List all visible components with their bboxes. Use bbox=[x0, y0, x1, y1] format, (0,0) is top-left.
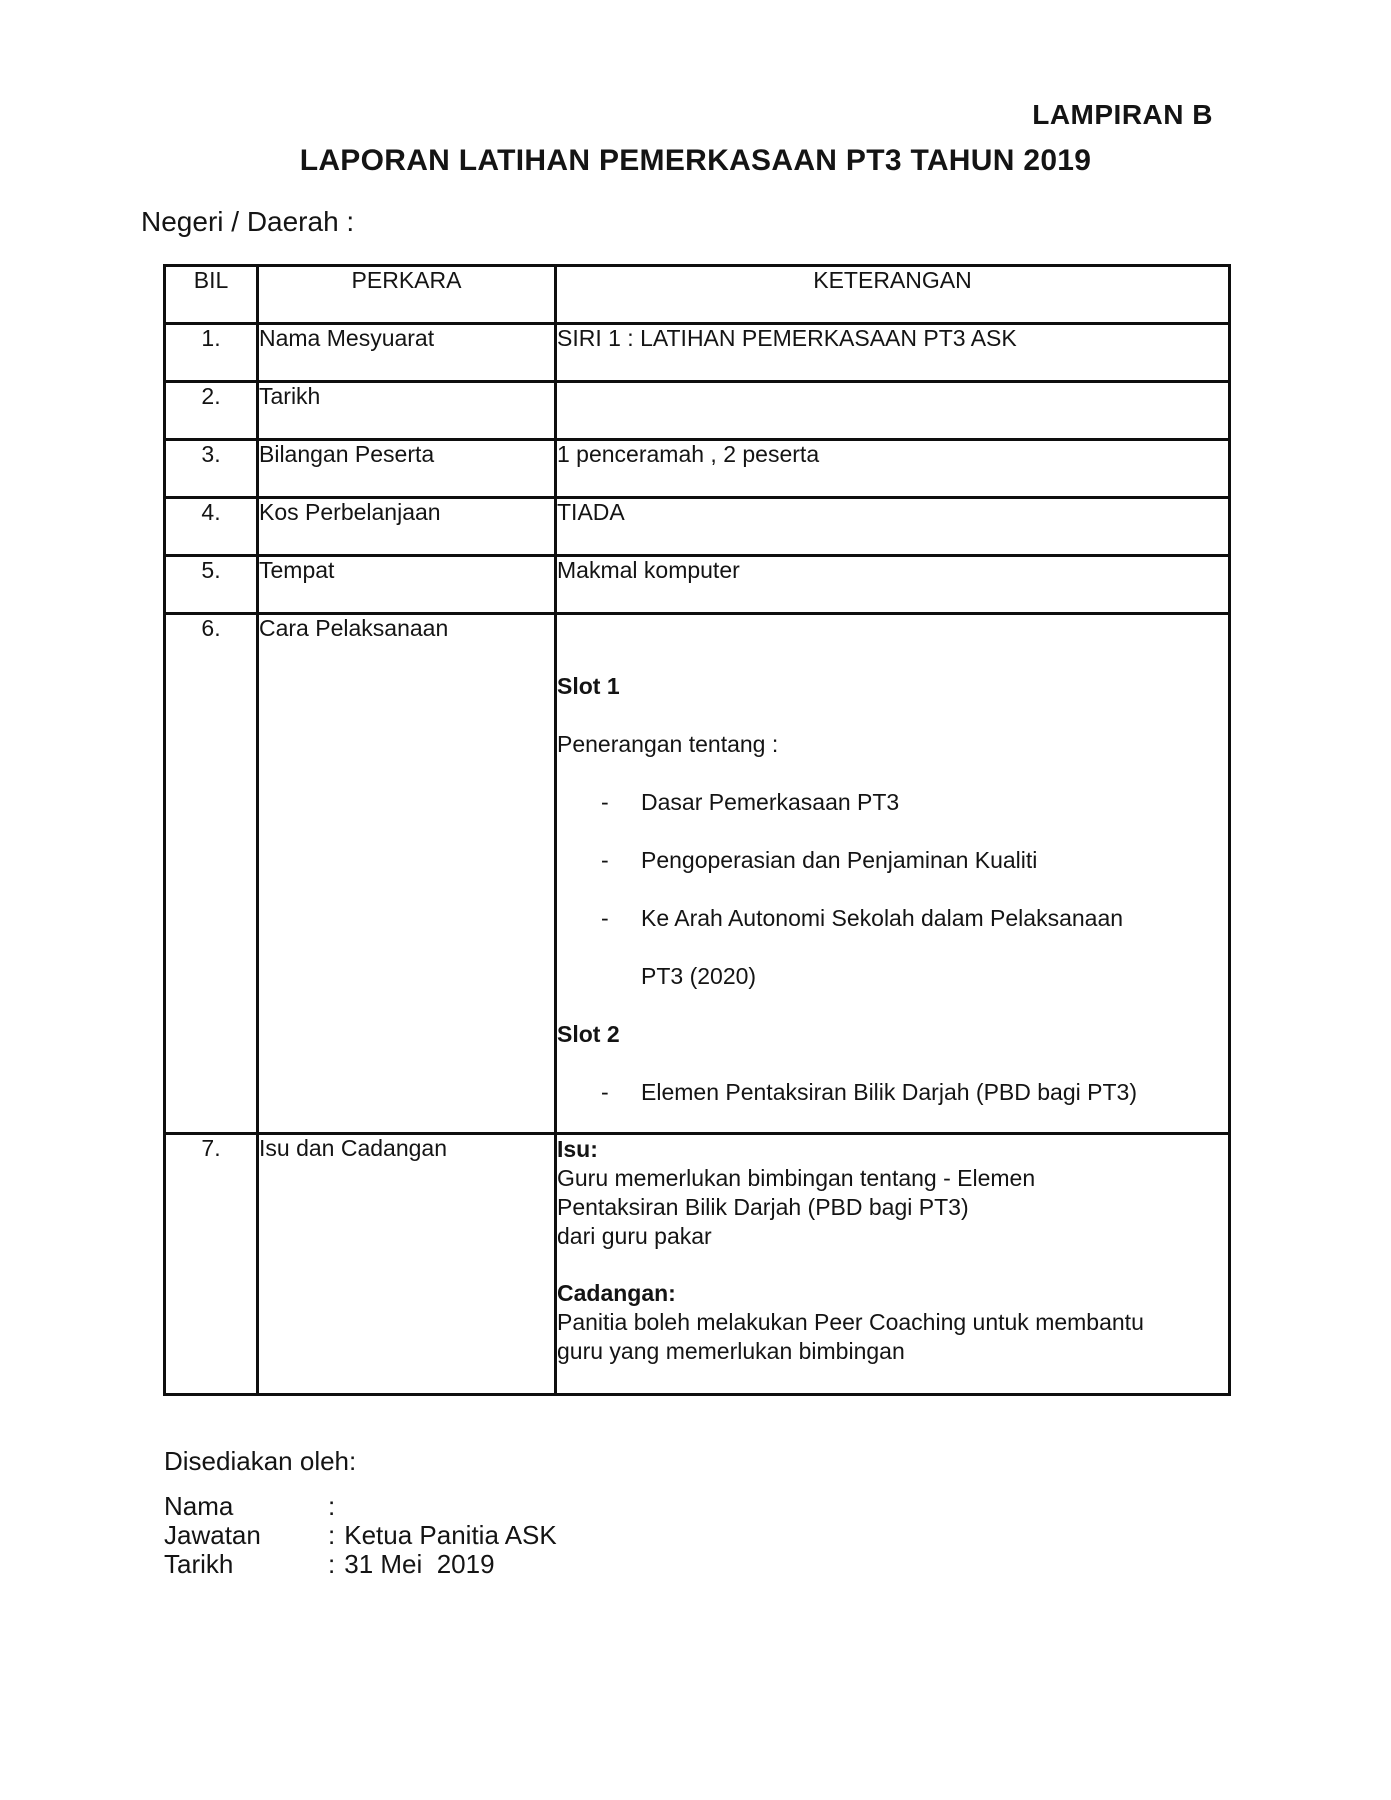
bullet-text: Dasar Pemerkasaan PT3 bbox=[641, 789, 900, 815]
col-header-bil: BIL bbox=[165, 266, 258, 324]
bil-cell: 3. bbox=[165, 440, 258, 498]
keterangan-cell: SIRI 1 : LATIHAN PEMERKASAAN PT3 ASK bbox=[556, 324, 1230, 382]
bullet-item bbox=[557, 1063, 1228, 1121]
lampiran-label: LAMPIRAN B bbox=[1032, 99, 1213, 130]
keterangan-cell bbox=[556, 614, 1230, 1134]
table-row bbox=[165, 498, 1230, 556]
keterangan-cell: TIADA bbox=[556, 498, 1230, 556]
keterangan-cell bbox=[556, 382, 1230, 440]
cadangan-line: Panitia boleh melakukan Peer Coaching untuk membantu bbox=[557, 1309, 1144, 1335]
bullet-dash: - bbox=[601, 905, 609, 931]
bullet-dash: - bbox=[601, 789, 609, 815]
bullet-text: Ke Arah Autonomi Sekolah dalam Pelaksanaan bbox=[641, 905, 1124, 931]
bullet-continuation: PT3 (2020) bbox=[641, 963, 757, 989]
page-title: LAPORAN LATIHAN PEMERKASAAN PT3 TAHUN 2019 bbox=[299, 144, 1092, 177]
field-row-tarikh bbox=[164, 1550, 557, 1579]
keterangan-cell: Makmal komputer bbox=[556, 556, 1230, 614]
spacer bbox=[557, 1251, 1228, 1279]
col-header-perkara: PERKARA bbox=[258, 266, 556, 324]
perkara-cell: Tarikh bbox=[258, 382, 556, 440]
slot-heading: Slot 2 bbox=[557, 1021, 620, 1047]
cadangan-line: guru yang memerlukan bimbingan bbox=[557, 1338, 905, 1364]
bullet-item bbox=[557, 831, 1228, 889]
bullet-text: Pengoperasian dan Penjaminan Kualiti bbox=[641, 847, 1038, 873]
prepared-by-label: Disediakan oleh: bbox=[164, 1446, 357, 1476]
bil-cell: 2. bbox=[165, 382, 258, 440]
table-row bbox=[165, 324, 1230, 382]
slot-heading: Slot 1 bbox=[557, 673, 620, 699]
bil-cell: 4. bbox=[165, 498, 258, 556]
bil-cell: 7. bbox=[165, 1134, 258, 1395]
isu-line: Pentaksiran Bilik Darjah (PBD bagi PT3) bbox=[557, 1194, 969, 1220]
perkara-cell: Tempat bbox=[258, 556, 556, 614]
table-row-isu-cadangan bbox=[165, 1134, 1230, 1395]
bullet-text: Elemen Pentaksiran Bilik Darjah (PBD bagi PT3) bbox=[641, 1079, 1137, 1105]
table-row bbox=[165, 382, 1230, 440]
spacer bbox=[557, 615, 1228, 657]
perkara-cell: Bilangan Peserta bbox=[258, 440, 556, 498]
isu-line: dari guru pakar bbox=[557, 1223, 712, 1249]
report-table bbox=[163, 264, 1231, 1396]
table-row-cara-pelaksanaan bbox=[165, 614, 1230, 1134]
bullet-dash: - bbox=[601, 1079, 609, 1105]
bullet-item bbox=[557, 773, 1228, 831]
bil-cell: 6. bbox=[165, 614, 258, 1134]
field-colon: : bbox=[328, 1491, 336, 1521]
keterangan-cell bbox=[556, 1134, 1230, 1395]
perkara-cell: Isu dan Cadangan bbox=[258, 1134, 556, 1395]
field-value: 31 Mei 2019 bbox=[344, 1549, 495, 1579]
slot-intro: Penerangan tentang : bbox=[557, 731, 779, 757]
bil-cell: 1. bbox=[165, 324, 258, 382]
keterangan-cell: 1 penceramah , 2 peserta bbox=[556, 440, 1230, 498]
perkara-cell: Cara Pelaksanaan bbox=[258, 614, 556, 1134]
perkara-cell: Nama Mesyuarat bbox=[258, 324, 556, 382]
cadangan-heading: Cadangan: bbox=[557, 1280, 676, 1306]
field-value: Ketua Panitia ASK bbox=[344, 1520, 557, 1550]
table-header-row bbox=[165, 266, 1230, 324]
bullet-item bbox=[557, 889, 1228, 947]
field-label: Tarikh bbox=[164, 1549, 234, 1579]
field-label: Nama bbox=[164, 1491, 234, 1521]
field-colon: : bbox=[328, 1520, 336, 1550]
perkara-cell: Kos Perbelanjaan bbox=[258, 498, 556, 556]
bullet-dash: - bbox=[601, 847, 609, 873]
field-colon: : bbox=[328, 1549, 336, 1579]
field-row-jawatan bbox=[164, 1521, 557, 1550]
isu-line: Guru memerlukan bimbingan tentang - Elemen bbox=[557, 1165, 1036, 1191]
field-row-nama bbox=[164, 1492, 557, 1521]
signature-fields bbox=[164, 1492, 557, 1579]
field-value bbox=[335, 1491, 344, 1521]
table-row bbox=[165, 440, 1230, 498]
bil-cell: 5. bbox=[165, 556, 258, 614]
table-row bbox=[165, 556, 1230, 614]
isu-heading: Isu: bbox=[557, 1136, 598, 1162]
field-label: Jawatan bbox=[164, 1520, 261, 1550]
col-header-keterangan: KETERANGAN bbox=[556, 266, 1230, 324]
region-label: Negeri / Daerah : bbox=[141, 206, 355, 237]
